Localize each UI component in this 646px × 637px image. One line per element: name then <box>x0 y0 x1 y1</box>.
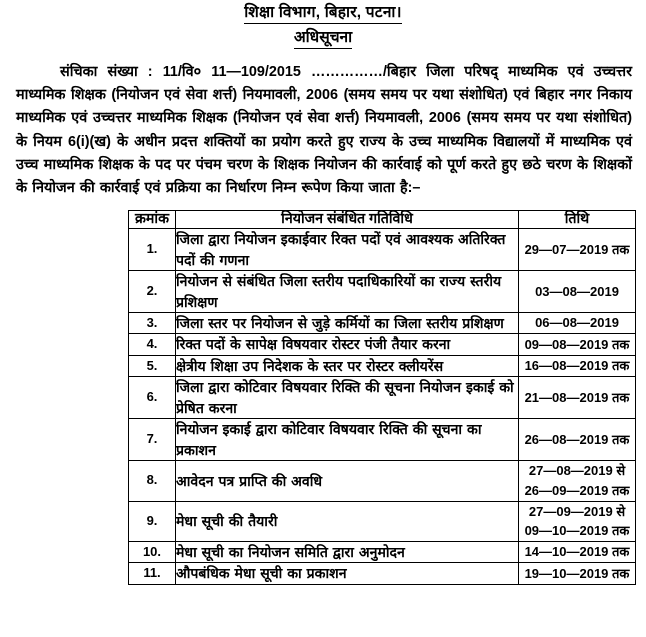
cell-date <box>519 377 636 419</box>
cell-serial: 4. <box>129 334 176 355</box>
column-header-serial: क्रमांक <box>129 210 176 229</box>
cell-activity: क्षेत्रीय शिक्षा उप निदेशक के स्तर पर रोस्टर क्लीयरेंस <box>176 355 519 376</box>
date-line: 06—08—2019 <box>535 315 619 331</box>
date-line: 14—10—2019 तक <box>524 544 630 560</box>
notification-title-wrap <box>0 28 646 49</box>
table-row <box>129 271 636 313</box>
date-line: 26—09—2019 तक <box>524 482 630 498</box>
cell-activity: मेधा सूची की तैयारी <box>176 501 519 542</box>
date-line: 27—08—2019 से <box>528 463 626 479</box>
table-header-row <box>129 210 636 229</box>
notification-body-paragraph: संचिका संख्या : 11/वि० 11—109/2015 ……………/बिहार जिला परिषद् माध्यमिक एवं उच्चत्तर माध्यमिक शिक्षक (नियोजन एवं सेवा शर्त्त) नियमावली, 2006 (समय समय पर यथा संशोधित) एवं बिहार नगर निकाय माध्यमिक एवं उच्चत्तर माध्यमिक शिक्षक (नियोजन एवं सेवा शर्त्त) नियमावली, 2006 (समय समय पर यथा संशोधित) के नियम 6(i)(ख) के अधीन प्रदत्त शक्तियों का प्रयोग करते हुए राज्य के उच्च माध्यमिक विद्यालयों में माध्यमिक एवं उच्च माध्यमिक शिक्षक के पद पर पंचम चरण के शिक्षक नियोजन की कार्रवाई को पूर्ण करते हुए छठे चरण के शिक्षकों के नियोजन की कार्रवाई एवं प्रक्रिया का निर्धारण निम्न रूपेण किया जाता है:– <box>16 63 632 197</box>
cell-serial: 8. <box>129 461 176 502</box>
document-header <box>0 0 646 49</box>
table-row <box>129 542 636 563</box>
table-row <box>129 355 636 376</box>
cell-date <box>519 229 636 271</box>
cell-date <box>519 563 636 584</box>
date-line: 19—10—2019 तक <box>524 565 630 581</box>
cell-date <box>519 461 636 502</box>
cell-serial: 6. <box>129 377 176 419</box>
cell-date <box>519 313 636 334</box>
cell-serial: 2. <box>129 271 176 313</box>
cell-serial: 5. <box>129 355 176 376</box>
cell-serial: 11. <box>129 563 176 584</box>
cell-date <box>519 501 636 542</box>
table-row <box>129 563 636 584</box>
notification-title: अधिसूचना <box>294 28 352 49</box>
cell-activity: जिला द्वारा कोटिवार विषयवार रिक्ति की सूचना नियोजन इकाई को प्रेषित करना <box>176 377 519 419</box>
cell-activity: जिला द्वारा नियोजन इकाईवार रिक्त पदों एवं आवश्यक अतिरिक्त पदों की गणना <box>176 229 519 271</box>
schedule-table-wrap <box>0 210 646 585</box>
table-row <box>129 334 636 355</box>
cell-activity: मेधा सूची का नियोजन समिति द्वारा अनुमोदन <box>176 542 519 563</box>
table-head <box>129 210 636 229</box>
cell-date <box>519 419 636 461</box>
table-row <box>129 461 636 502</box>
department-title: शिक्षा विभाग, बिहार, पटना। <box>244 3 401 24</box>
cell-date <box>519 355 636 376</box>
table-row <box>129 419 636 461</box>
date-line: 09—10—2019 तक <box>524 523 630 539</box>
cell-serial: 3. <box>129 313 176 334</box>
cell-date <box>519 542 636 563</box>
table-row <box>129 501 636 542</box>
cell-activity: नियोजन इकाई द्वारा कोटिवार विषयवार रिक्ति की सूचना का प्रकाशन <box>176 419 519 461</box>
date-line: 16—08—2019 तक <box>524 358 630 374</box>
table-row <box>129 229 636 271</box>
cell-date <box>519 334 636 355</box>
date-line: 27—09—2019 से <box>528 503 626 519</box>
table-row <box>129 313 636 334</box>
date-line: 26—08—2019 तक <box>524 431 630 447</box>
date-line: 03—08—2019 <box>535 283 619 299</box>
cell-activity: आवेदन पत्र प्राप्ति की अवधि <box>176 461 519 502</box>
cell-serial: 10. <box>129 542 176 563</box>
date-line: 29—07—2019 तक <box>524 241 630 257</box>
cell-activity: जिला स्तर पर नियोजन से जुड़े कर्मियों का जिला स्तरीय प्रशिक्षण <box>176 313 519 334</box>
date-line: 09—08—2019 तक <box>524 336 630 352</box>
schedule-table <box>128 210 636 585</box>
cell-activity: रिक्त पदों के सापेक्ष विषयवार रोस्टर पंजी तैयार करना <box>176 334 519 355</box>
cell-activity: नियोजन से संबंधित जिला स्तरीय पदाधिकारियों का राज्य स्तरीय प्रशिक्षण <box>176 271 519 313</box>
column-header-date: तिथि <box>519 210 636 229</box>
date-line: 21—08—2019 तक <box>524 389 630 405</box>
cell-activity: औपबंधिक मेधा सूची का प्रकाशन <box>176 563 519 584</box>
cell-serial: 9. <box>129 501 176 542</box>
table-row <box>129 377 636 419</box>
cell-serial: 7. <box>129 419 176 461</box>
column-header-activity: नियोजन संबंधित गतिविधि <box>176 210 519 229</box>
table-body <box>129 229 636 584</box>
cell-date <box>519 271 636 313</box>
cell-serial: 1. <box>129 229 176 271</box>
